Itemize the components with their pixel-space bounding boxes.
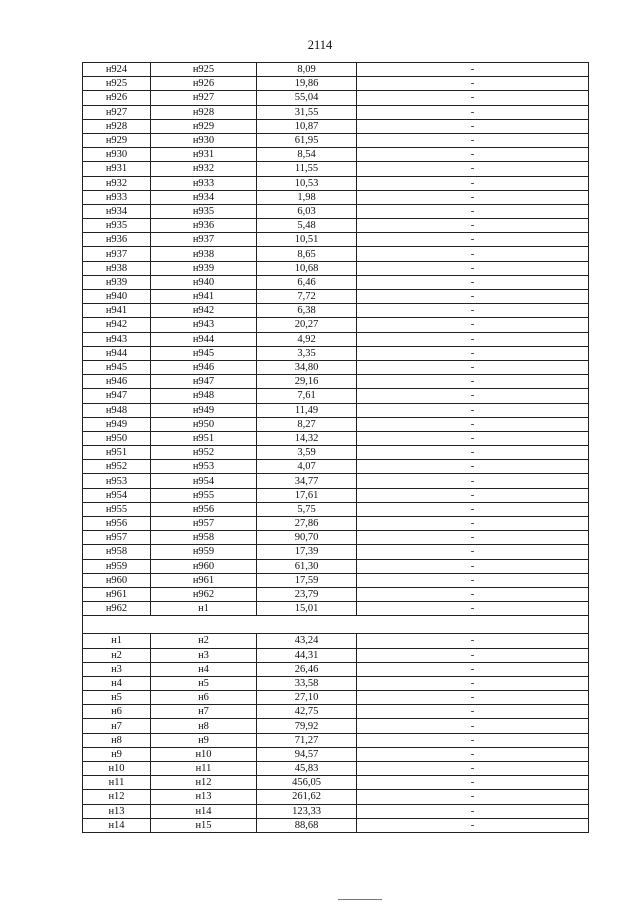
to-point-cell: н4 bbox=[151, 662, 257, 676]
note-cell: - bbox=[357, 389, 589, 403]
table-row bbox=[83, 261, 589, 275]
distance-cell: 27,86 bbox=[257, 517, 357, 531]
to-point-cell: н12 bbox=[151, 776, 257, 790]
from-point-cell: н6 bbox=[83, 705, 151, 719]
table-row bbox=[83, 559, 589, 573]
from-point-cell: н957 bbox=[83, 531, 151, 545]
table-row bbox=[83, 790, 589, 804]
note-cell: - bbox=[357, 573, 589, 587]
note-cell: - bbox=[357, 733, 589, 747]
note-cell: - bbox=[357, 105, 589, 119]
note-cell: - bbox=[357, 375, 589, 389]
note-cell: - bbox=[357, 403, 589, 417]
from-point-cell: н955 bbox=[83, 502, 151, 516]
to-point-cell: н955 bbox=[151, 488, 257, 502]
note-cell: - bbox=[357, 219, 589, 233]
from-point-cell: н961 bbox=[83, 587, 151, 601]
from-point-cell: н7 bbox=[83, 719, 151, 733]
table-row bbox=[83, 634, 589, 648]
table-row bbox=[83, 488, 589, 502]
distance-cell: 261,62 bbox=[257, 790, 357, 804]
note-cell: - bbox=[357, 747, 589, 761]
from-point-cell: н12 bbox=[83, 790, 151, 804]
table-row bbox=[83, 818, 589, 832]
distance-cell: 6,03 bbox=[257, 204, 357, 218]
to-point-cell: н1 bbox=[151, 602, 257, 616]
distance-cell: 61,30 bbox=[257, 559, 357, 573]
distance-cell: 17,59 bbox=[257, 573, 357, 587]
from-point-cell: н958 bbox=[83, 545, 151, 559]
distance-cell: 10,51 bbox=[257, 233, 357, 247]
distance-cell: 6,38 bbox=[257, 304, 357, 318]
from-point-cell: н8 bbox=[83, 733, 151, 747]
note-cell: - bbox=[357, 762, 589, 776]
to-point-cell: н934 bbox=[151, 190, 257, 204]
to-point-cell: н937 bbox=[151, 233, 257, 247]
note-cell: - bbox=[357, 318, 589, 332]
table-row bbox=[83, 304, 589, 318]
to-point-cell: н931 bbox=[151, 148, 257, 162]
distance-cell: 90,70 bbox=[257, 531, 357, 545]
from-point-cell: н940 bbox=[83, 290, 151, 304]
from-point-cell: н926 bbox=[83, 91, 151, 105]
note-cell: - bbox=[357, 77, 589, 91]
from-point-cell: н934 bbox=[83, 204, 151, 218]
note-cell: - bbox=[357, 148, 589, 162]
distance-cell: 71,27 bbox=[257, 733, 357, 747]
to-point-cell: н957 bbox=[151, 517, 257, 531]
table-row bbox=[83, 719, 589, 733]
distance-cell: 23,79 bbox=[257, 587, 357, 601]
table-row bbox=[83, 77, 589, 91]
table-row bbox=[83, 233, 589, 247]
note-cell: - bbox=[357, 233, 589, 247]
to-point-cell: н946 bbox=[151, 360, 257, 374]
table-row bbox=[83, 691, 589, 705]
note-cell: - bbox=[357, 204, 589, 218]
separator-cell bbox=[83, 616, 589, 634]
note-cell: - bbox=[357, 460, 589, 474]
table-row bbox=[83, 162, 589, 176]
distance-cell: 31,55 bbox=[257, 105, 357, 119]
to-point-cell: н948 bbox=[151, 389, 257, 403]
distance-cell: 8,65 bbox=[257, 247, 357, 261]
note-cell: - bbox=[357, 691, 589, 705]
note-cell: - bbox=[357, 545, 589, 559]
note-cell: - bbox=[357, 790, 589, 804]
table-row bbox=[83, 275, 589, 289]
distance-cell: 11,55 bbox=[257, 162, 357, 176]
distance-cell: 8,27 bbox=[257, 417, 357, 431]
note-cell: - bbox=[357, 517, 589, 531]
note-cell: - bbox=[357, 176, 589, 190]
to-point-cell: н959 bbox=[151, 545, 257, 559]
to-point-cell: н9 bbox=[151, 733, 257, 747]
to-point-cell: н942 bbox=[151, 304, 257, 318]
boundary-points-table bbox=[82, 62, 589, 833]
to-point-cell: н947 bbox=[151, 375, 257, 389]
distance-cell: 94,57 bbox=[257, 747, 357, 761]
distance-cell: 11,49 bbox=[257, 403, 357, 417]
distance-cell: 7,61 bbox=[257, 389, 357, 403]
to-point-cell: н958 bbox=[151, 531, 257, 545]
table-row bbox=[83, 431, 589, 445]
distance-cell: 55,04 bbox=[257, 91, 357, 105]
distance-cell: 45,83 bbox=[257, 762, 357, 776]
to-point-cell: н936 bbox=[151, 219, 257, 233]
to-point-cell: н8 bbox=[151, 719, 257, 733]
from-point-cell: н956 bbox=[83, 517, 151, 531]
distance-cell: 34,77 bbox=[257, 474, 357, 488]
to-point-cell: н10 bbox=[151, 747, 257, 761]
note-cell: - bbox=[357, 648, 589, 662]
distance-cell: 4,07 bbox=[257, 460, 357, 474]
to-point-cell: н932 bbox=[151, 162, 257, 176]
to-point-cell: н953 bbox=[151, 460, 257, 474]
to-point-cell: н944 bbox=[151, 332, 257, 346]
note-cell: - bbox=[357, 602, 589, 616]
distance-cell: 34,80 bbox=[257, 360, 357, 374]
from-point-cell: н11 bbox=[83, 776, 151, 790]
from-point-cell: н9 bbox=[83, 747, 151, 761]
note-cell: - bbox=[357, 719, 589, 733]
table-row bbox=[83, 219, 589, 233]
from-point-cell: н924 bbox=[83, 63, 151, 77]
distance-cell: 29,16 bbox=[257, 375, 357, 389]
note-cell: - bbox=[357, 474, 589, 488]
to-point-cell: н14 bbox=[151, 804, 257, 818]
from-point-cell: н925 bbox=[83, 77, 151, 91]
from-point-cell: н1 bbox=[83, 634, 151, 648]
from-point-cell: н942 bbox=[83, 318, 151, 332]
to-point-cell: н3 bbox=[151, 648, 257, 662]
to-point-cell: н7 bbox=[151, 705, 257, 719]
from-point-cell: н927 bbox=[83, 105, 151, 119]
note-cell: - bbox=[357, 431, 589, 445]
to-point-cell: н954 bbox=[151, 474, 257, 488]
distance-cell: 44,31 bbox=[257, 648, 357, 662]
note-cell: - bbox=[357, 446, 589, 460]
table-row bbox=[83, 602, 589, 616]
distance-cell: 27,10 bbox=[257, 691, 357, 705]
to-point-cell: н943 bbox=[151, 318, 257, 332]
note-cell: - bbox=[357, 261, 589, 275]
note-cell: - bbox=[357, 559, 589, 573]
distance-cell: 456,05 bbox=[257, 776, 357, 790]
to-point-cell: н2 bbox=[151, 634, 257, 648]
distance-cell: 4,92 bbox=[257, 332, 357, 346]
note-cell: - bbox=[357, 119, 589, 133]
table-body bbox=[83, 63, 589, 833]
note-cell: - bbox=[357, 290, 589, 304]
distance-cell: 17,39 bbox=[257, 545, 357, 559]
note-cell: - bbox=[357, 332, 589, 346]
table-row bbox=[83, 733, 589, 747]
note-cell: - bbox=[357, 133, 589, 147]
distance-cell: 123,33 bbox=[257, 804, 357, 818]
to-point-cell: н6 bbox=[151, 691, 257, 705]
to-point-cell: н945 bbox=[151, 346, 257, 360]
note-cell: - bbox=[357, 247, 589, 261]
note-cell: - bbox=[357, 63, 589, 77]
table-row bbox=[83, 474, 589, 488]
table-row bbox=[83, 446, 589, 460]
from-point-cell: н962 bbox=[83, 602, 151, 616]
distance-cell: 79,92 bbox=[257, 719, 357, 733]
note-cell: - bbox=[357, 776, 589, 790]
note-cell: - bbox=[357, 634, 589, 648]
to-point-cell: н938 bbox=[151, 247, 257, 261]
from-point-cell: н2 bbox=[83, 648, 151, 662]
from-point-cell: н949 bbox=[83, 417, 151, 431]
to-point-cell: н925 bbox=[151, 63, 257, 77]
note-cell: - bbox=[357, 488, 589, 502]
note-cell: - bbox=[357, 587, 589, 601]
table-row bbox=[83, 332, 589, 346]
table-row bbox=[83, 517, 589, 531]
table-row bbox=[83, 290, 589, 304]
from-point-cell: н946 bbox=[83, 375, 151, 389]
table-row bbox=[83, 747, 589, 761]
table-row bbox=[83, 662, 589, 676]
distance-cell: 7,72 bbox=[257, 290, 357, 304]
from-point-cell: н931 bbox=[83, 162, 151, 176]
to-point-cell: н933 bbox=[151, 176, 257, 190]
table-row bbox=[83, 247, 589, 261]
table-row bbox=[83, 417, 589, 431]
to-point-cell: н5 bbox=[151, 676, 257, 690]
table-row bbox=[83, 804, 589, 818]
table-row bbox=[83, 545, 589, 559]
to-point-cell: н15 bbox=[151, 818, 257, 832]
table-row bbox=[83, 190, 589, 204]
to-point-cell: н11 bbox=[151, 762, 257, 776]
table-row bbox=[83, 705, 589, 719]
from-point-cell: н939 bbox=[83, 275, 151, 289]
page-number: 2114 bbox=[307, 38, 333, 52]
table-row bbox=[83, 403, 589, 417]
scan-artifact-line bbox=[338, 899, 382, 900]
note-cell: - bbox=[357, 162, 589, 176]
to-point-cell: н950 bbox=[151, 417, 257, 431]
from-point-cell: н936 bbox=[83, 233, 151, 247]
distance-cell: 1,98 bbox=[257, 190, 357, 204]
distance-cell: 3,59 bbox=[257, 446, 357, 460]
distance-cell: 26,46 bbox=[257, 662, 357, 676]
table-row bbox=[83, 133, 589, 147]
to-point-cell: н962 bbox=[151, 587, 257, 601]
table-row bbox=[83, 776, 589, 790]
note-cell: - bbox=[357, 818, 589, 832]
from-point-cell: н3 bbox=[83, 662, 151, 676]
distance-cell: 5,75 bbox=[257, 502, 357, 516]
table-row bbox=[83, 389, 589, 403]
table-row bbox=[83, 762, 589, 776]
note-cell: - bbox=[357, 346, 589, 360]
from-point-cell: н10 bbox=[83, 762, 151, 776]
from-point-cell: н941 bbox=[83, 304, 151, 318]
from-point-cell: н4 bbox=[83, 676, 151, 690]
table-row bbox=[83, 573, 589, 587]
from-point-cell: н944 bbox=[83, 346, 151, 360]
from-point-cell: н14 bbox=[83, 818, 151, 832]
distance-cell: 6,46 bbox=[257, 275, 357, 289]
from-point-cell: н13 bbox=[83, 804, 151, 818]
distance-cell: 8,54 bbox=[257, 148, 357, 162]
distance-cell: 43,24 bbox=[257, 634, 357, 648]
to-point-cell: н13 bbox=[151, 790, 257, 804]
distance-cell: 61,95 bbox=[257, 133, 357, 147]
table-row bbox=[83, 119, 589, 133]
from-point-cell: н5 bbox=[83, 691, 151, 705]
from-point-cell: н947 bbox=[83, 389, 151, 403]
to-point-cell: н960 bbox=[151, 559, 257, 573]
note-cell: - bbox=[357, 531, 589, 545]
section-separator-row bbox=[83, 616, 589, 634]
table-row bbox=[83, 105, 589, 119]
distance-cell: 19,86 bbox=[257, 77, 357, 91]
to-point-cell: н956 bbox=[151, 502, 257, 516]
from-point-cell: н938 bbox=[83, 261, 151, 275]
distance-cell: 10,68 bbox=[257, 261, 357, 275]
from-point-cell: н928 bbox=[83, 119, 151, 133]
distance-cell: 10,53 bbox=[257, 176, 357, 190]
to-point-cell: н927 bbox=[151, 91, 257, 105]
note-cell: - bbox=[357, 676, 589, 690]
table-row bbox=[83, 360, 589, 374]
note-cell: - bbox=[357, 190, 589, 204]
to-point-cell: н941 bbox=[151, 290, 257, 304]
from-point-cell: н945 bbox=[83, 360, 151, 374]
from-point-cell: н953 bbox=[83, 474, 151, 488]
to-point-cell: н961 bbox=[151, 573, 257, 587]
note-cell: - bbox=[357, 662, 589, 676]
table-row bbox=[83, 318, 589, 332]
distance-cell: 20,27 bbox=[257, 318, 357, 332]
from-point-cell: н937 bbox=[83, 247, 151, 261]
from-point-cell: н951 bbox=[83, 446, 151, 460]
note-cell: - bbox=[357, 360, 589, 374]
table-row bbox=[83, 460, 589, 474]
from-point-cell: н948 bbox=[83, 403, 151, 417]
to-point-cell: н939 bbox=[151, 261, 257, 275]
distance-cell: 10,87 bbox=[257, 119, 357, 133]
to-point-cell: н926 bbox=[151, 77, 257, 91]
note-cell: - bbox=[357, 502, 589, 516]
from-point-cell: н959 bbox=[83, 559, 151, 573]
table-row bbox=[83, 502, 589, 516]
from-point-cell: н943 bbox=[83, 332, 151, 346]
to-point-cell: н930 bbox=[151, 133, 257, 147]
table-row bbox=[83, 375, 589, 389]
from-point-cell: н935 bbox=[83, 219, 151, 233]
from-point-cell: н932 bbox=[83, 176, 151, 190]
table-row bbox=[83, 676, 589, 690]
table-row bbox=[83, 531, 589, 545]
from-point-cell: н933 bbox=[83, 190, 151, 204]
distance-cell: 88,68 bbox=[257, 818, 357, 832]
table-row bbox=[83, 91, 589, 105]
from-point-cell: н930 bbox=[83, 148, 151, 162]
to-point-cell: н951 bbox=[151, 431, 257, 445]
to-point-cell: н935 bbox=[151, 204, 257, 218]
from-point-cell: н960 bbox=[83, 573, 151, 587]
from-point-cell: н954 bbox=[83, 488, 151, 502]
from-point-cell: н950 bbox=[83, 431, 151, 445]
to-point-cell: н940 bbox=[151, 275, 257, 289]
distance-cell: 15,01 bbox=[257, 602, 357, 616]
table-row bbox=[83, 148, 589, 162]
distance-cell: 3,35 bbox=[257, 346, 357, 360]
to-point-cell: н952 bbox=[151, 446, 257, 460]
distance-cell: 17,61 bbox=[257, 488, 357, 502]
table-row bbox=[83, 346, 589, 360]
distance-cell: 33,58 bbox=[257, 676, 357, 690]
note-cell: - bbox=[357, 275, 589, 289]
to-point-cell: н928 bbox=[151, 105, 257, 119]
table-row bbox=[83, 587, 589, 601]
to-point-cell: н949 bbox=[151, 403, 257, 417]
table-row bbox=[83, 648, 589, 662]
table-row bbox=[83, 176, 589, 190]
distance-cell: 5,48 bbox=[257, 219, 357, 233]
from-point-cell: н952 bbox=[83, 460, 151, 474]
note-cell: - bbox=[357, 705, 589, 719]
distance-cell: 8,09 bbox=[257, 63, 357, 77]
note-cell: - bbox=[357, 304, 589, 318]
note-cell: - bbox=[357, 417, 589, 431]
note-cell: - bbox=[357, 91, 589, 105]
distance-cell: 14,32 bbox=[257, 431, 357, 445]
distance-cell: 42,75 bbox=[257, 705, 357, 719]
note-cell: - bbox=[357, 804, 589, 818]
to-point-cell: н929 bbox=[151, 119, 257, 133]
table-row bbox=[83, 204, 589, 218]
table-row bbox=[83, 63, 589, 77]
from-point-cell: н929 bbox=[83, 133, 151, 147]
